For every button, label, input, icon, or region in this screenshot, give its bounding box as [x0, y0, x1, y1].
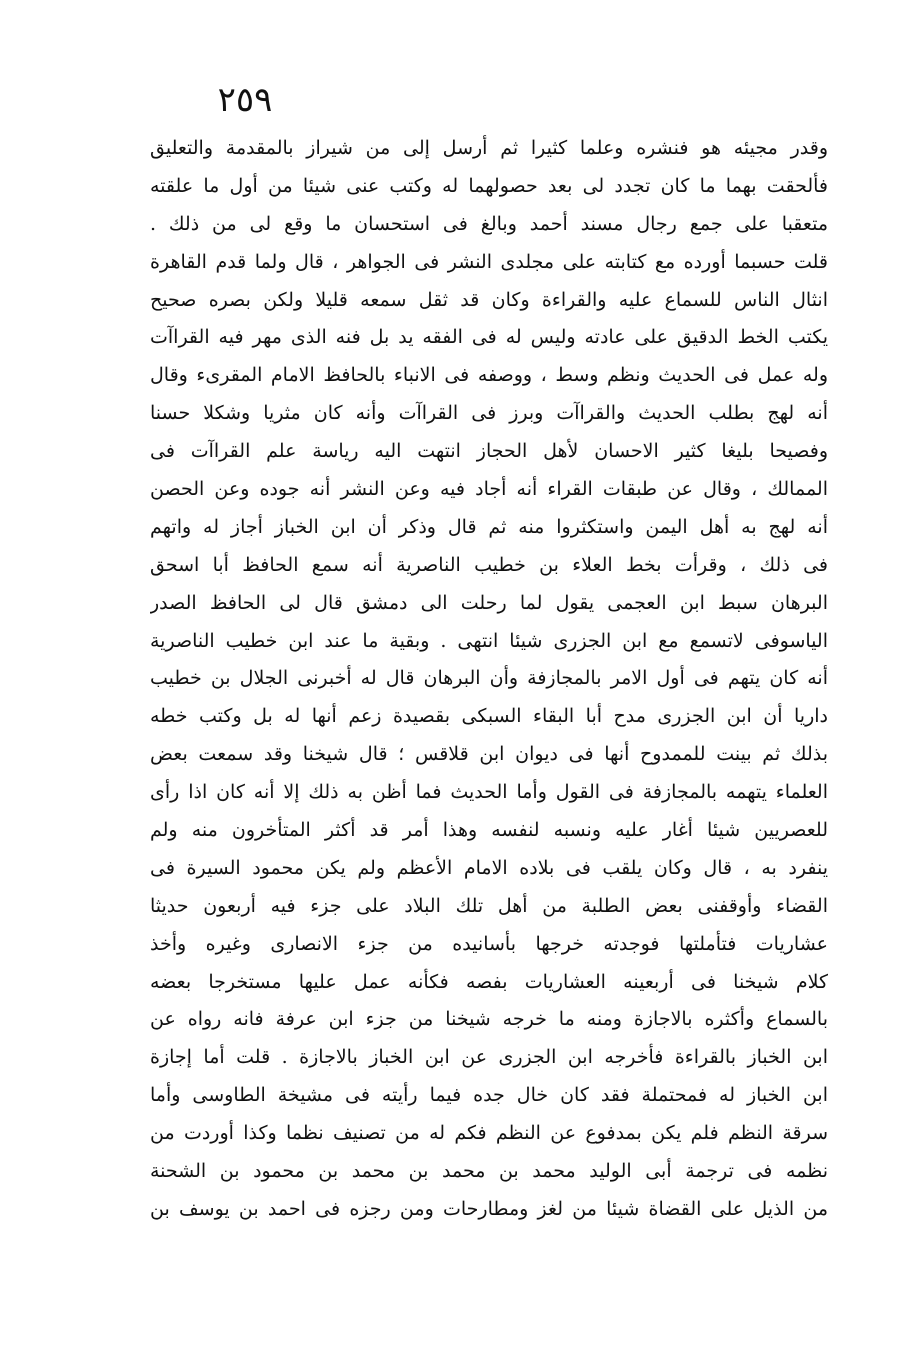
text-line: الممالك ، وقال عن طبقات القراء أنه أجاد فيه وعن النشر أنه جوده وعن الحصن — [150, 478, 828, 501]
text-line: فألحقت بهما ما كان تجدد لى بعد حصولهما له وكتب عنى شيئا من أول ما علقته — [150, 174, 828, 197]
text-line: فى ذلك ، وقرأت بخط العلاء بن خطيب الناصرية أنه سمع الحافظ أبا اسحق — [150, 553, 828, 576]
text-line: بالسماع وأكثره بالاجازة ومنه ما خرجه شيخنا من جزء ابن عرفة فانه رواه عن — [150, 1008, 828, 1031]
text-line: أنه كان يتهم فى أول الامر بالمجازفة وأن البرهان قال له أخبرنى الجلال بن خطيب — [150, 667, 828, 690]
text-line: القضاء وأوقفنى بعض الطلبة من أهل تلك البلاد على جزء فيه أربعون حديثا — [150, 894, 828, 917]
text-line: ابن الخباز له فمحتملة فقد كان خال جده فيما رأيته فى مشيخة الطاوسى وأما — [150, 1084, 828, 1107]
text-line: ينفرد به ، قال وكان يلقب فى بلاده الامام الأعظم ولم يكن محمود السيرة فى — [150, 856, 828, 879]
text-line: سرقة النظم فلم يكن بمدفوع عن النظم فكم له من تصنيف نظما وكذا أوردت من — [150, 1122, 828, 1145]
text-line: وقدر مجيئه هو فنشره وعلما كثيرا ثم أرسل إلى من شيراز بالمقدمة والتعليق — [150, 137, 828, 159]
text-line: أنه لهج به أهل اليمن واستكثروا منه ثم قال وذكر أن ابن الخباز أجاز له واتهم — [150, 515, 828, 538]
text-line: من الذيل على القضاة شيئا من لغز ومطارحات ومن رجزه فى احمد بن يوسف بن — [150, 1197, 828, 1220]
text-line: كلام شيخنا فى أربعينه العشاريات بفصه فكأنه عمل عليها مستخرجا بعضه — [150, 970, 828, 993]
text-line: وفصيحا بليغا كثير الاحسان لأهل الحجاز انتهت اليه رياسة علم القراآت فى — [150, 440, 828, 463]
text-line: نظمه فى ترجمة أبى الوليد محمد بن محمد بن محمد بن محمود بن الشحنة — [150, 1160, 828, 1183]
text-line: ابن الخباز بالقراءة فأخرجه ابن الجزرى عن ابن الخباز بالاجازة . قلت أما إجازة — [150, 1046, 828, 1069]
body-text — [150, 130, 828, 1300]
text-line: قلت حسبما أورده مع كتابته على مجلدى النشر فى الجواهر ، قال ولما قدم القاهرة — [150, 250, 828, 273]
text-line: انثال الناس للسماع عليه والقراءة وكان قد ثقل سمعه قليلا ولكن بصره صحيح — [150, 288, 828, 311]
page-number: ٢٥٩ — [217, 80, 273, 120]
text-line: أنه لهج بطلب الحديث والقراآت وبرز فى القراآت وأنه كان مثريا وشكلا حسنا — [150, 402, 828, 425]
text-line: وله عمل فى الحديث ونظم وسط ، ووصفه فى الانباء بالحافظ الامام المقرىء وقال — [150, 364, 828, 387]
text-line: بذلك ثم بينت للممدوح أنها فى ديوان ابن قلاقس ؛ قال شيخنا وقد سمعت بعض — [150, 743, 828, 766]
text-line: متعقبا على جمع رجال مسند أحمد وبالغ فى استحسان ما وقع لى من ذلك . — [150, 212, 828, 235]
text-line: العلماء يتهمه بالمجازفة فى القول وأما الحديث فما أظن به ذلك إلا أنه كان اذا رأى — [150, 781, 828, 804]
text-line: يكتب الخط الدقيق على عادته وليس له فى الفقه يد بل فنه الذى مهر فيه القراآت — [150, 326, 828, 349]
text-line: داريا أن ابن الجزرى مدح أبا البقاء السبكى بقصيدة زعم أنها له بل وكتب خطه — [150, 705, 828, 728]
text-line: الياسوفى لاتسمع مع ابن الجزرى شيئا انتهى . وبقية ما عند ابن خطيب الناصرية — [150, 629, 828, 652]
text-line: البرهان سبط ابن العجمى يقول لما رحلت الى دمشق قال لى الحافظ الصدر — [150, 591, 828, 614]
text-line: للعصريين شيئا أغار عليه ونسبه لنفسه وهذا أمر قد أكثر المتأخرون منه ولم — [150, 819, 828, 842]
text-line: عشاريات فتأملتها فوجدته خرجها بأسانيده من جزء الانصارى وغيره وأخذ — [150, 932, 828, 955]
